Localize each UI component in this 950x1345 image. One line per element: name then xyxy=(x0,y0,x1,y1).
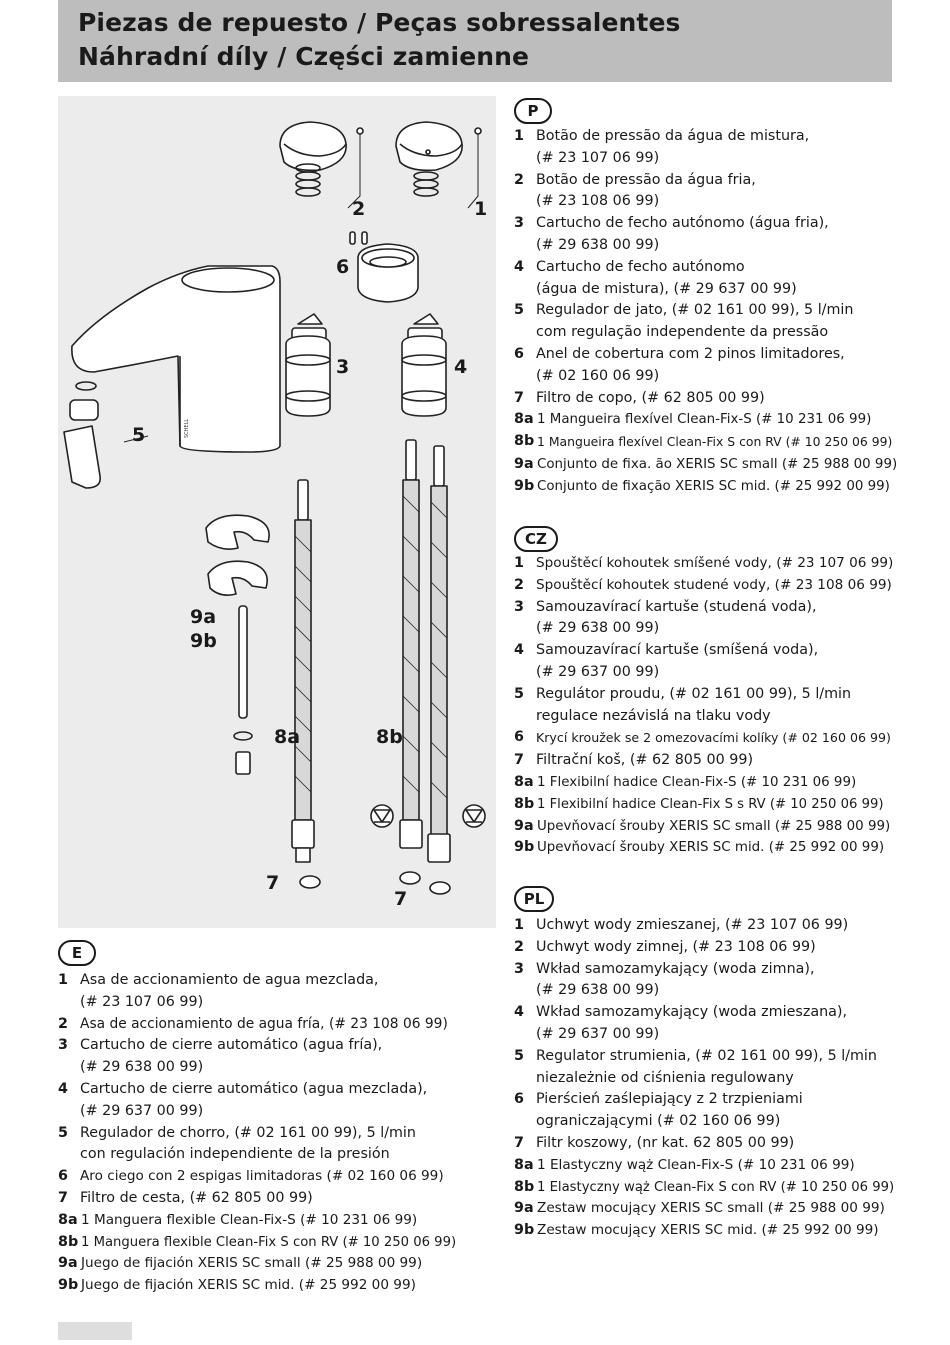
list-item: 6 Aro ciego con 2 espigas limitadoras (# 02 160 06 99) xyxy=(58,1168,444,1185)
callout-9b: 9b xyxy=(190,630,217,652)
list-item: 9b Juego de fijación XERIS SC mid. (# 25 992 00 99) xyxy=(58,1277,416,1294)
list-item: 8a 1 Manguera flexible Clean-Fix-S (# 10 231 06 99) xyxy=(58,1211,418,1228)
list-item: 9a Conjunto de fixa. ão XERIS SC small (# 25 988 00 99) xyxy=(514,455,898,472)
callout-7-right: 7 xyxy=(394,888,408,910)
list-item: 8b 1 Manguera flexible Clean-Fix S con RV (# 10 250 06 99) xyxy=(58,1233,457,1250)
footer-bar xyxy=(58,1322,132,1340)
callout-5: 5 xyxy=(132,424,146,446)
check-valve-symbol xyxy=(371,805,485,827)
language-badge-pl: PL xyxy=(514,886,554,912)
list-item: (# 23 108 06 99) xyxy=(536,193,660,210)
list-item: 8a 1 Elastyczny wąż Clean-Fix-S (# 10 231 06 99) xyxy=(514,1156,855,1173)
list-item: 3 Cartucho de fecho autónomo (água fria), xyxy=(514,215,829,232)
list-item: 4 Wkład samozamykający (woda zmieszana), xyxy=(514,1004,848,1021)
list-item: 5 Regulador de chorro, (# 02 161 00 99), 5 l/min xyxy=(58,1124,416,1141)
list-item: 5 Regulador de jato, (# 02 161 00 99), 5 l/min xyxy=(514,302,854,319)
list-item: (# 02 160 06 99) xyxy=(536,367,660,384)
list-item: (# 29 637 00 99) xyxy=(536,663,660,680)
list-item: (# 29 638 00 99) xyxy=(536,236,660,253)
parts-illustration xyxy=(58,96,496,928)
list-item: 2 Spouštěcí kohoutek studené vody, (# 23 108 06 99) xyxy=(514,576,892,593)
basket-filter xyxy=(300,872,450,894)
parts-list-spanish xyxy=(58,970,456,1297)
callout-7-left: 7 xyxy=(266,872,280,894)
list-item: 3 Samouzavírací kartuše (studená voda), xyxy=(514,598,817,615)
push-button-cold-water xyxy=(396,122,481,170)
callout-4: 4 xyxy=(454,356,468,378)
list-item: 6 Krycí kroužek se 2 omezovacími kolíky (# 02 160 06 99) xyxy=(514,729,891,746)
list-item: com regulação independente da pressão xyxy=(536,324,829,341)
list-item: (# 29 637 00 99) xyxy=(536,1025,660,1042)
push-button-mixed-water xyxy=(280,122,363,170)
spring-right xyxy=(414,172,438,196)
list-item: 1 Spouštěcí kohoutek smíšené vody, (# 23 107 06 99) xyxy=(514,555,894,571)
list-item: (# 29 638 00 99) xyxy=(80,1059,204,1076)
list-item: 9b Conjunto de fixação XERIS SC mid. (# 25 992 00 99) xyxy=(514,477,890,494)
callout-1: 1 xyxy=(474,198,488,220)
parts-list-polish xyxy=(514,915,894,1242)
list-item: 8b 1 Mangueira flexível Clean-Fix S con RV (# 10 250 06 99) xyxy=(514,433,893,450)
list-item: (# 29 638 00 99) xyxy=(536,982,660,999)
callout-8a: 8a xyxy=(274,726,301,748)
list-item: 9a Zestaw mocujący XERIS SC small (# 25 988 00 99) xyxy=(514,1200,885,1217)
hose-8a xyxy=(292,480,314,862)
list-item: 5 Regulátor proudu, (# 02 161 00 99), 5 l/min xyxy=(514,685,852,702)
list-item: 4 Cartucho de fecho autónomo xyxy=(514,258,745,275)
list-item: (# 23 107 06 99) xyxy=(536,149,660,166)
parts-list-czech xyxy=(514,553,893,859)
list-item: 5 Regulator strumienia, (# 02 161 00 99), 5 l/min xyxy=(514,1047,877,1064)
callout-3: 3 xyxy=(336,356,350,378)
list-item: 9a Upevňovací šrouby XERIS SC small (# 25 988 00 99) xyxy=(514,817,891,834)
page-title-line-2: Náhradní díly / Części zamienne xyxy=(78,42,530,71)
list-item: 7 Filtro de copo, (# 62 805 00 99) xyxy=(514,389,765,406)
list-item: 8b 1 Elastyczny wąż Clean-Fix S con RV (# 10 250 06 99) xyxy=(514,1178,895,1195)
list-item: 9b Upevňovací šrouby XERIS SC mid. (# 25 992 00 99) xyxy=(514,839,885,856)
faucet-body xyxy=(72,266,280,452)
parts-list-portuguese xyxy=(514,126,897,498)
cartridge-mixed-water xyxy=(402,314,446,416)
list-item: 2 Uchwyt wody zimnej, (# 23 108 06 99) xyxy=(514,938,816,955)
list-item: 4 Cartucho de cierre automático (agua mezclada), xyxy=(58,1080,428,1097)
list-item: (água de mistura), (# 29 637 00 99) xyxy=(536,280,797,297)
list-item: con regulación independiente de la presión xyxy=(80,1146,390,1163)
language-badge-p: P xyxy=(514,98,552,124)
page-title-line-1: Piezas de repuesto / Peças sobressalentes xyxy=(78,8,681,37)
cartridge-cold-water xyxy=(286,314,330,416)
list-item: (# 23 107 06 99) xyxy=(80,993,204,1010)
list-item: 2 Botão de pressão da água fria, xyxy=(514,171,756,188)
list-item: 4 Samouzavírací kartuše (smíšená voda), xyxy=(514,642,819,659)
list-item: 1 Asa de accionamiento de agua mezclada, xyxy=(58,972,379,988)
list-item: 8b 1 Flexibilní hadice Clean-Fix S s RV (# 10 250 06 99) xyxy=(514,795,884,812)
list-item: 3 Cartucho de cierre automático (agua fría), xyxy=(58,1037,383,1054)
language-badge-cz: CZ xyxy=(514,526,558,552)
list-item: 6 Anel de cobertura com 2 pinos limitadores, xyxy=(514,345,845,362)
brand-mark: SCHELL xyxy=(184,418,190,438)
cover-ring xyxy=(358,244,418,302)
language-badge-e: E xyxy=(58,940,96,966)
callout-6: 6 xyxy=(336,256,350,278)
list-item: 6 Pierścień zaślepiający z 2 trzpieniami xyxy=(514,1091,803,1108)
list-item: ograniczającymi (# 02 160 06 99) xyxy=(536,1113,781,1130)
list-item: 8a 1 Flexibilní hadice Clean-Fix-S (# 10 231 06 99) xyxy=(514,773,857,790)
list-item: 1 Uchwyt wody zmieszanej, (# 23 107 06 99) xyxy=(514,917,849,933)
list-item: 3 Wkład samozamykający (woda zimna), xyxy=(514,960,815,977)
mounting-bracket xyxy=(206,515,269,595)
list-item: (# 29 638 00 99) xyxy=(536,620,660,637)
list-item: 7 Filtro de cesta, (# 62 805 00 99) xyxy=(58,1189,313,1206)
list-item: 8a 1 Mangueira flexível Clean-Fix-S (# 10 231 06 99) xyxy=(514,411,872,428)
list-item: 7 Filtr koszowy, (nr kat. 62 805 00 99) xyxy=(514,1134,795,1151)
list-item: (# 29 637 00 99) xyxy=(80,1102,204,1119)
exploded-parts-drawing xyxy=(58,96,496,928)
list-item: 9b Zestaw mocujący XERIS SC mid. (# 25 992 00 99) xyxy=(514,1222,879,1239)
list-item: 7 Filtrační koš, (# 62 805 00 99) xyxy=(514,752,754,769)
callout-9a: 9a xyxy=(190,606,217,628)
list-item: 1 Botão de pressão da água de mistura, xyxy=(514,128,810,144)
list-item: 9a Juego de fijación XERIS SC small (# 25 988 00 99) xyxy=(58,1255,423,1272)
list-item: regulace nezávislá na tlaku vody xyxy=(536,707,771,724)
list-item: 2 Asa de accionamiento de agua fría, (# 23 108 06 99) xyxy=(58,1015,448,1032)
list-item: niezależnie od ciśnienia regulowany xyxy=(536,1069,794,1086)
callout-8b: 8b xyxy=(376,726,403,748)
callout-2: 2 xyxy=(352,198,366,220)
page-header xyxy=(58,0,892,82)
hose-8b xyxy=(400,440,450,862)
threaded-rod xyxy=(234,606,252,774)
